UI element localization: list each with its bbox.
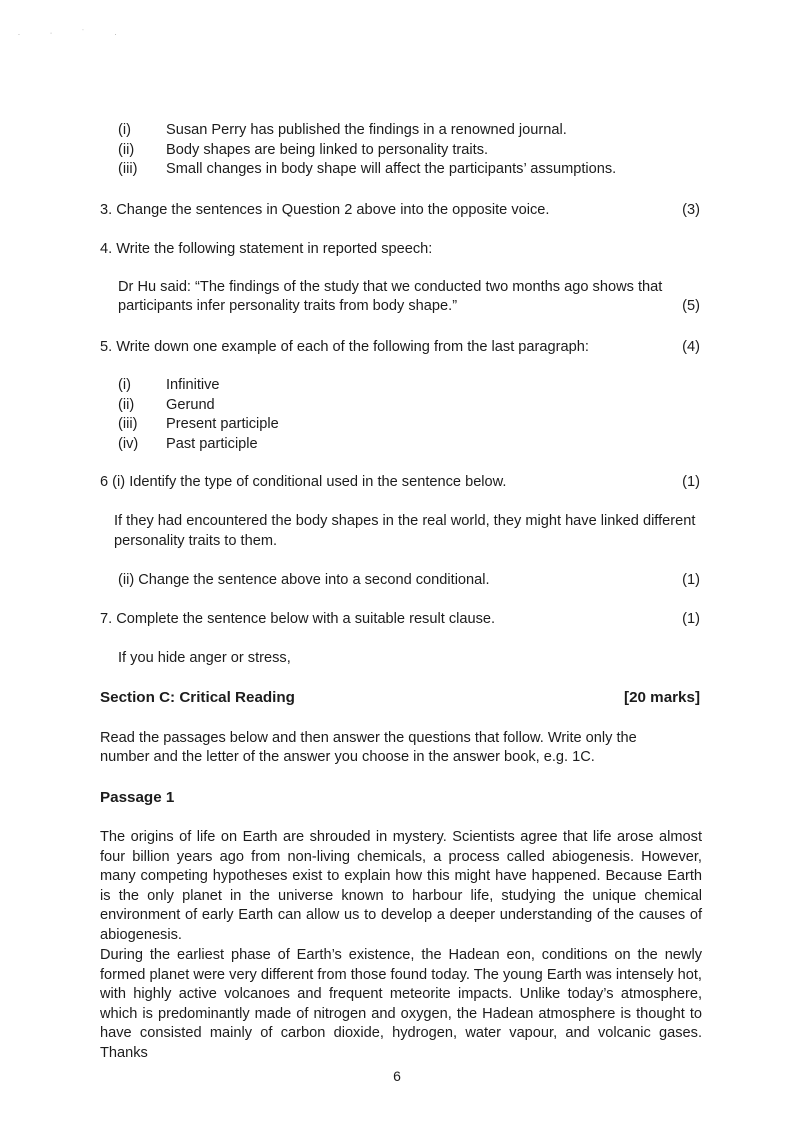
passage-1-paragraph-2: During the earliest phase of Earth’s existence, the Hadean eon, conditions on the newly formed planet were very different from those found today. The young Earth was intensely hot, with highly active volcanoes and frequent meteorite impacts. Unlike today’s atmosphere, which is predominantly made of nitrogen and oxygen, the Hadean atmosphere is thought to have consisted mainly of carbon dioxide, hydrogen, water vapour, and volcanic gases. Thanks bbox=[100, 947, 702, 1061]
section-c-title: Section C: Critical Reading bbox=[100, 689, 295, 706]
page-number: 6 bbox=[393, 1068, 401, 1084]
passage-1-title: Passage 1 bbox=[100, 789, 175, 806]
question-7: 7. Complete the sentence below with a suitable result clause. bbox=[100, 611, 496, 627]
question-3-marks: (3) bbox=[682, 202, 700, 218]
section-c-marks: [20 marks] bbox=[624, 689, 700, 706]
question-7-marks: (1) bbox=[682, 611, 700, 627]
question-6-sentence-line2: personality traits to them. bbox=[114, 533, 278, 549]
question-4-quote-line2: participants infer personality traits from body shape.” bbox=[118, 298, 458, 314]
question-6-part2-marks: (1) bbox=[682, 572, 700, 588]
question-5-marks: (4) bbox=[682, 339, 700, 355]
scan-specks: . · ˙ . bbox=[18, 30, 131, 37]
question-4: 4. Write the following statement in reported speech: bbox=[100, 241, 433, 257]
question-6-marks: (1) bbox=[682, 474, 700, 490]
section-c-instruction-line1: Read the passages below and then answer the questions that follow. Write only the bbox=[100, 730, 637, 746]
question-6: 6 (i) Identify the type of conditional used in the sentence below. bbox=[100, 474, 507, 490]
question-4-quote-line1: Dr Hu said: “The findings of the study that we conducted two months ago shows that bbox=[118, 279, 663, 295]
exam-page: . · ˙ . (i) Susan Perry has published the findings in a renowned journal. (ii) Body shapes are being linked to personality traits. (iii) Small changes in body shape will affect the participants’ assumptions. 3. Change the sentences in Question 2 above into the opposite voice. (3) 4. Write the following statement in reported speech: Dr Hu said: “The findings of the study that we conducted two months ago shows that participants infer personality traits from body shape.” (5) 5. Write down one example of each of the following from the last paragraph: (4) (i) Infinitive (ii) Gerund (iii) Present participle (iv) Past participle 6 (i) Identify the type of conditional used in the sentence below. (1) If they had encountered the body shapes in the real world, they might have linked different personality traits to them. (ii) Change the sentence above into a second conditional. (1) 7. Complete the sentence below with a suitable result clause. (1) If you hide anger or stress, Section C: Critical Reading [20 marks] Read the passages below and then answer the questions that follow. Write only the number and the letter of the answer you choose in the answer book, e.g. 1C. Passage 1 The origins of life on Earth are shrouded in mystery. Scientists agree that life arose almost four billion years ago from non-living chemicals, a process called abiogenesis. However, many competing hypotheses exist to explain how this might have happened. Because Earth is the only planet in the universe known to harbour life, studying the unique chemical environment of early Earth can allow us to develop a deeper understanding of the causes of abiogenesis. During the earliest phase of Earth’s existence, the Hadean eon, conditions on the newly formed planet were very different from those found today. The young Earth was intensely hot, with highly active volcanoes and frequent meteorite impacts. Unlike today’s atmosphere, which is predominantly made of nitrogen and oxygen, the Hadean atmosphere is thought to have consisted mainly of carbon dioxide, hydrogen, water vapour, and volcanic gases. Thanks 6 bbox=[0, 0, 794, 1122]
section-c-instruction-line2: number and the letter of the answer you choose in the answer book, e.g. 1C. bbox=[100, 749, 595, 765]
question-7-prompt: If you hide anger or stress, bbox=[118, 650, 291, 666]
question-3: 3. Change the sentences in Question 2 above into the opposite voice. bbox=[100, 202, 550, 218]
question-4-marks: (5) bbox=[682, 298, 700, 314]
passage-1-paragraph-1: The origins of life on Earth are shrouded in mystery. Scientists agree that life arose almost four billion years ago from non-living chemicals, a process called abiogenesis. However, many competing hypotheses exist to explain how this might have happened. Because Earth is the only planet in the universe known to harbour life, studying the unique chemical environment of early Earth can allow us to develop a deeper understanding of the causes of abiogenesis. bbox=[100, 829, 702, 943]
question-6-part2: (ii) Change the sentence above into a second conditional. bbox=[118, 572, 490, 588]
question-6-sentence-line1: If they had encountered the body shapes in the real world, they might have linked different bbox=[114, 513, 696, 529]
question-5: 5. Write down one example of each of the following from the last paragraph: bbox=[100, 339, 589, 355]
